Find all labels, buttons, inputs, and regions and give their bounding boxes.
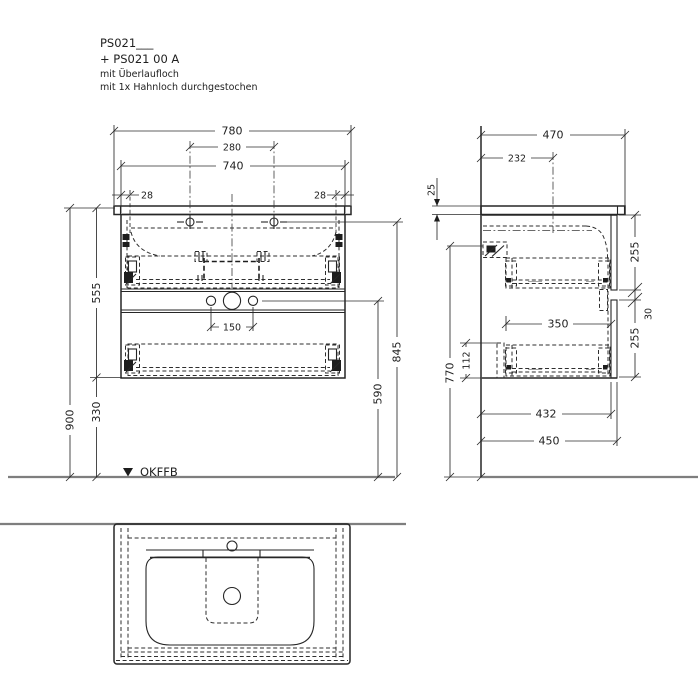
siphon-plan [206,558,258,623]
tap-hole-symbol-left [177,215,203,229]
dim-lower-front-height: 255 [628,327,642,349]
upper-drawer-front-panel [611,215,617,290]
countertop-front [114,206,351,215]
tap-hole-symbol-right [261,215,287,229]
dim-bottom-clearance: 330 [90,401,103,423]
top-view [0,524,406,664]
dim-right-offset: 28 [313,190,327,202]
floor-level-icon [123,468,133,477]
front-view [8,194,395,479]
outlet-left [206,296,215,305]
side-view [481,126,698,477]
dim-countertop-thickness: 25 [426,183,438,197]
title-block [100,36,258,93]
dimension-ticks-side [443,128,642,481]
dim-body-depth: 450 [538,434,560,448]
dim-tap-height: 845 [390,341,404,363]
dim-tap-depth: 232 [507,153,527,165]
fixing-hardware-left [123,234,130,247]
plinth-detail [497,343,504,378]
outlet-right [248,296,257,305]
drain-outlet [223,292,240,309]
front-gap-detail [600,290,608,311]
front-view-dimensions [64,124,404,481]
drawer-runner-upper-left [124,257,140,285]
note-taphole: mit 1x Hahnloch durchgestochen [100,82,258,93]
dim-cabinet-width: 740 [222,159,244,173]
lower-drawer-front-panel [611,300,617,378]
dim-plinth-detail: 112 [461,351,473,370]
siphon-cutout [204,258,259,280]
dim-carcass-depth: 432 [535,407,557,421]
upper-drawer-side-view [506,258,611,288]
floor-level-label: OKFFB [140,465,178,479]
drawer-runner-lower-right [326,345,342,373]
dim-total-depth: 470 [542,128,564,142]
dim-top-edge-height: 900 [63,409,77,431]
drawer-runner-lower-left [124,345,140,373]
product-variant: + PS021 00 A [100,52,180,66]
dim-front-gap: 30 [643,307,655,321]
product-code: PS021___ [100,36,154,50]
note-overflow: mit Überlaufloch [100,69,179,80]
dim-total-width: 780 [221,124,243,138]
cabinet-body-front [121,215,345,379]
wall-bracket [483,242,507,258]
dim-bracket-height: 770 [443,362,457,384]
dim-outlet-spacing: 150 [222,322,242,334]
dim-upper-front-height: 255 [628,241,642,263]
dim-cabinet-height: 555 [90,282,103,304]
dim-drawer-depth: 350 [547,317,569,331]
basin-bowl-plan [146,557,314,645]
drain-plan [224,588,241,605]
lower-drawer-side-view [506,345,611,376]
dim-tap-spacing: 280 [222,142,242,154]
dim-drain-height: 590 [371,383,385,405]
dim-left-offset: 28 [140,190,154,202]
plan-outline [114,524,350,664]
side-view-dimensions [427,128,655,481]
